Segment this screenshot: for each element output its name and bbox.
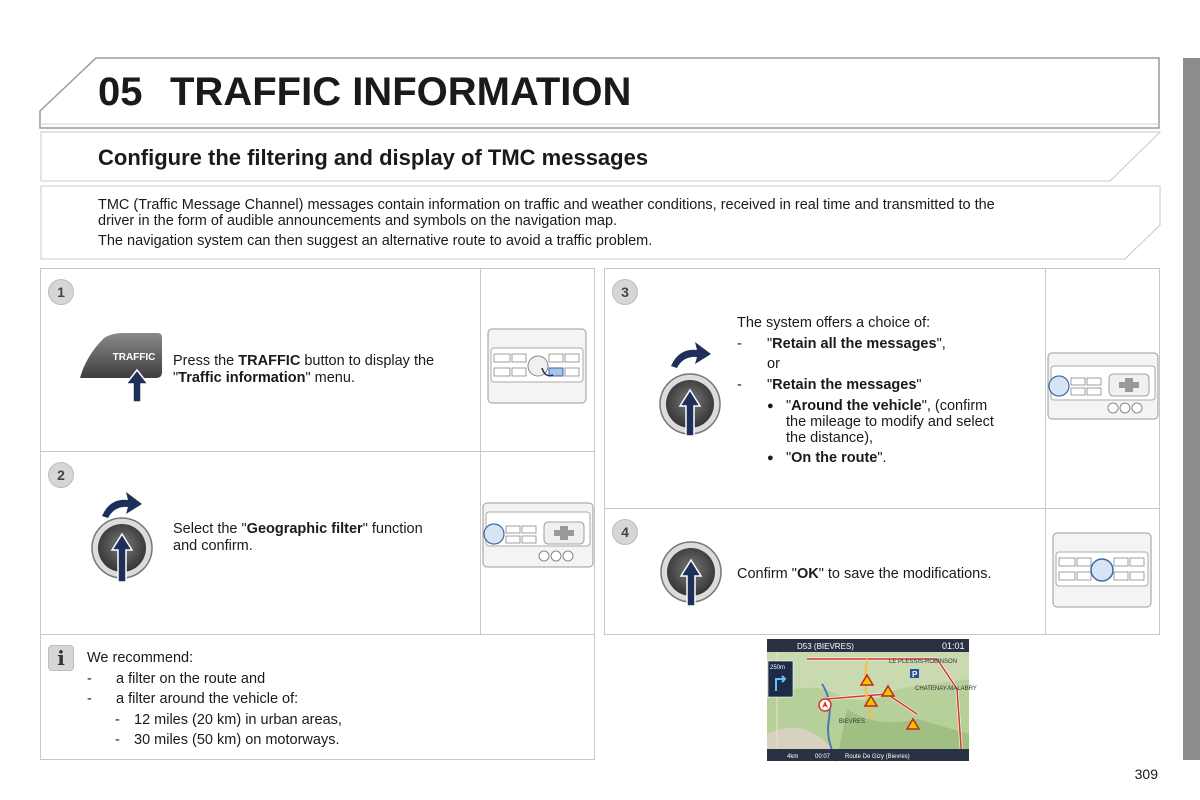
step-4-badge: 4 bbox=[612, 519, 638, 545]
map-clock: 01:01 bbox=[942, 641, 965, 651]
step-2-badge: 2 bbox=[48, 462, 74, 488]
chapter-side-tab bbox=[1183, 58, 1200, 760]
map-road-name: D53 (BIEVRES) bbox=[797, 642, 854, 651]
map-town-1: LE PLESSIS-ROBINSON bbox=[889, 659, 958, 665]
intro-line-2: driver in the form of audible announcements and symbols on the navigation map. bbox=[98, 213, 618, 229]
map-town-3: BIEVRES bbox=[839, 719, 866, 725]
step-3-text: The system offers a choice of: - "Retain all the messages", or - "Retain the messages" ● "Around the vehicle", (confirm the mileage to modify and select the distance), ● "On the route". bbox=[737, 315, 994, 466]
step-2-text: Select the "Geographic filter" function and confirm. bbox=[173, 521, 423, 554]
traffic-button-icon bbox=[78, 332, 168, 404]
step-3-badge: 3 bbox=[612, 279, 638, 305]
step-4-text: Confirm "OK" to save the modifications. bbox=[737, 566, 992, 582]
chapter-number: 05 bbox=[98, 70, 143, 114]
map-town-2: CHATENAY-MALABRY bbox=[915, 686, 977, 692]
intro-line-3: The navigation system can then suggest an alternative route to avoid a traffic problem. bbox=[98, 233, 653, 249]
section-title: Configure the filtering and display of TMC messages bbox=[98, 145, 649, 170]
chapter-title: TRAFFIC INFORMATION bbox=[170, 70, 632, 114]
rotary-knob-step-4-icon bbox=[658, 536, 724, 608]
map-footer-route: Route De Gizy (Bievres) bbox=[845, 754, 910, 760]
radio-unit-step-3-icon bbox=[1047, 352, 1159, 420]
radio-unit-step-4-icon bbox=[1052, 532, 1152, 608]
rotary-knob-step-3-icon bbox=[655, 338, 727, 438]
map-parking-icon: P bbox=[912, 670, 918, 679]
step-1-badge: 1 bbox=[48, 279, 74, 305]
radio-unit-step-1-icon bbox=[487, 328, 587, 404]
map-scale: 250m bbox=[770, 665, 786, 671]
traffic-button-label: TRAFFIC bbox=[112, 352, 156, 363]
recommendation-text: We recommend: - a filter on the route and - a filter around the vehicle of: - 12 miles (20 km) in urban areas, - 30 miles (50 km) on motorways. bbox=[87, 650, 342, 748]
rotary-knob-step-2-icon bbox=[88, 490, 160, 586]
map-footer-distance: 4km bbox=[787, 754, 799, 760]
intro-text bbox=[98, 197, 1118, 249]
info-icon: i bbox=[48, 645, 74, 671]
page-number: 309 bbox=[1134, 766, 1158, 782]
navigation-map-screenshot bbox=[767, 639, 977, 761]
step-1-text: Press the TRAFFIC button to display the "Traffic information" menu. bbox=[173, 353, 435, 386]
recommendation-title: We recommend: bbox=[87, 650, 194, 666]
intro-line-1: TMC (Traffic Message Channel) messages contain information on traffic and weather conditions, received in real time and transmitted to the bbox=[98, 197, 995, 213]
map-footer-time: 00:07 bbox=[815, 754, 831, 760]
radio-unit-step-2-icon bbox=[482, 502, 594, 568]
